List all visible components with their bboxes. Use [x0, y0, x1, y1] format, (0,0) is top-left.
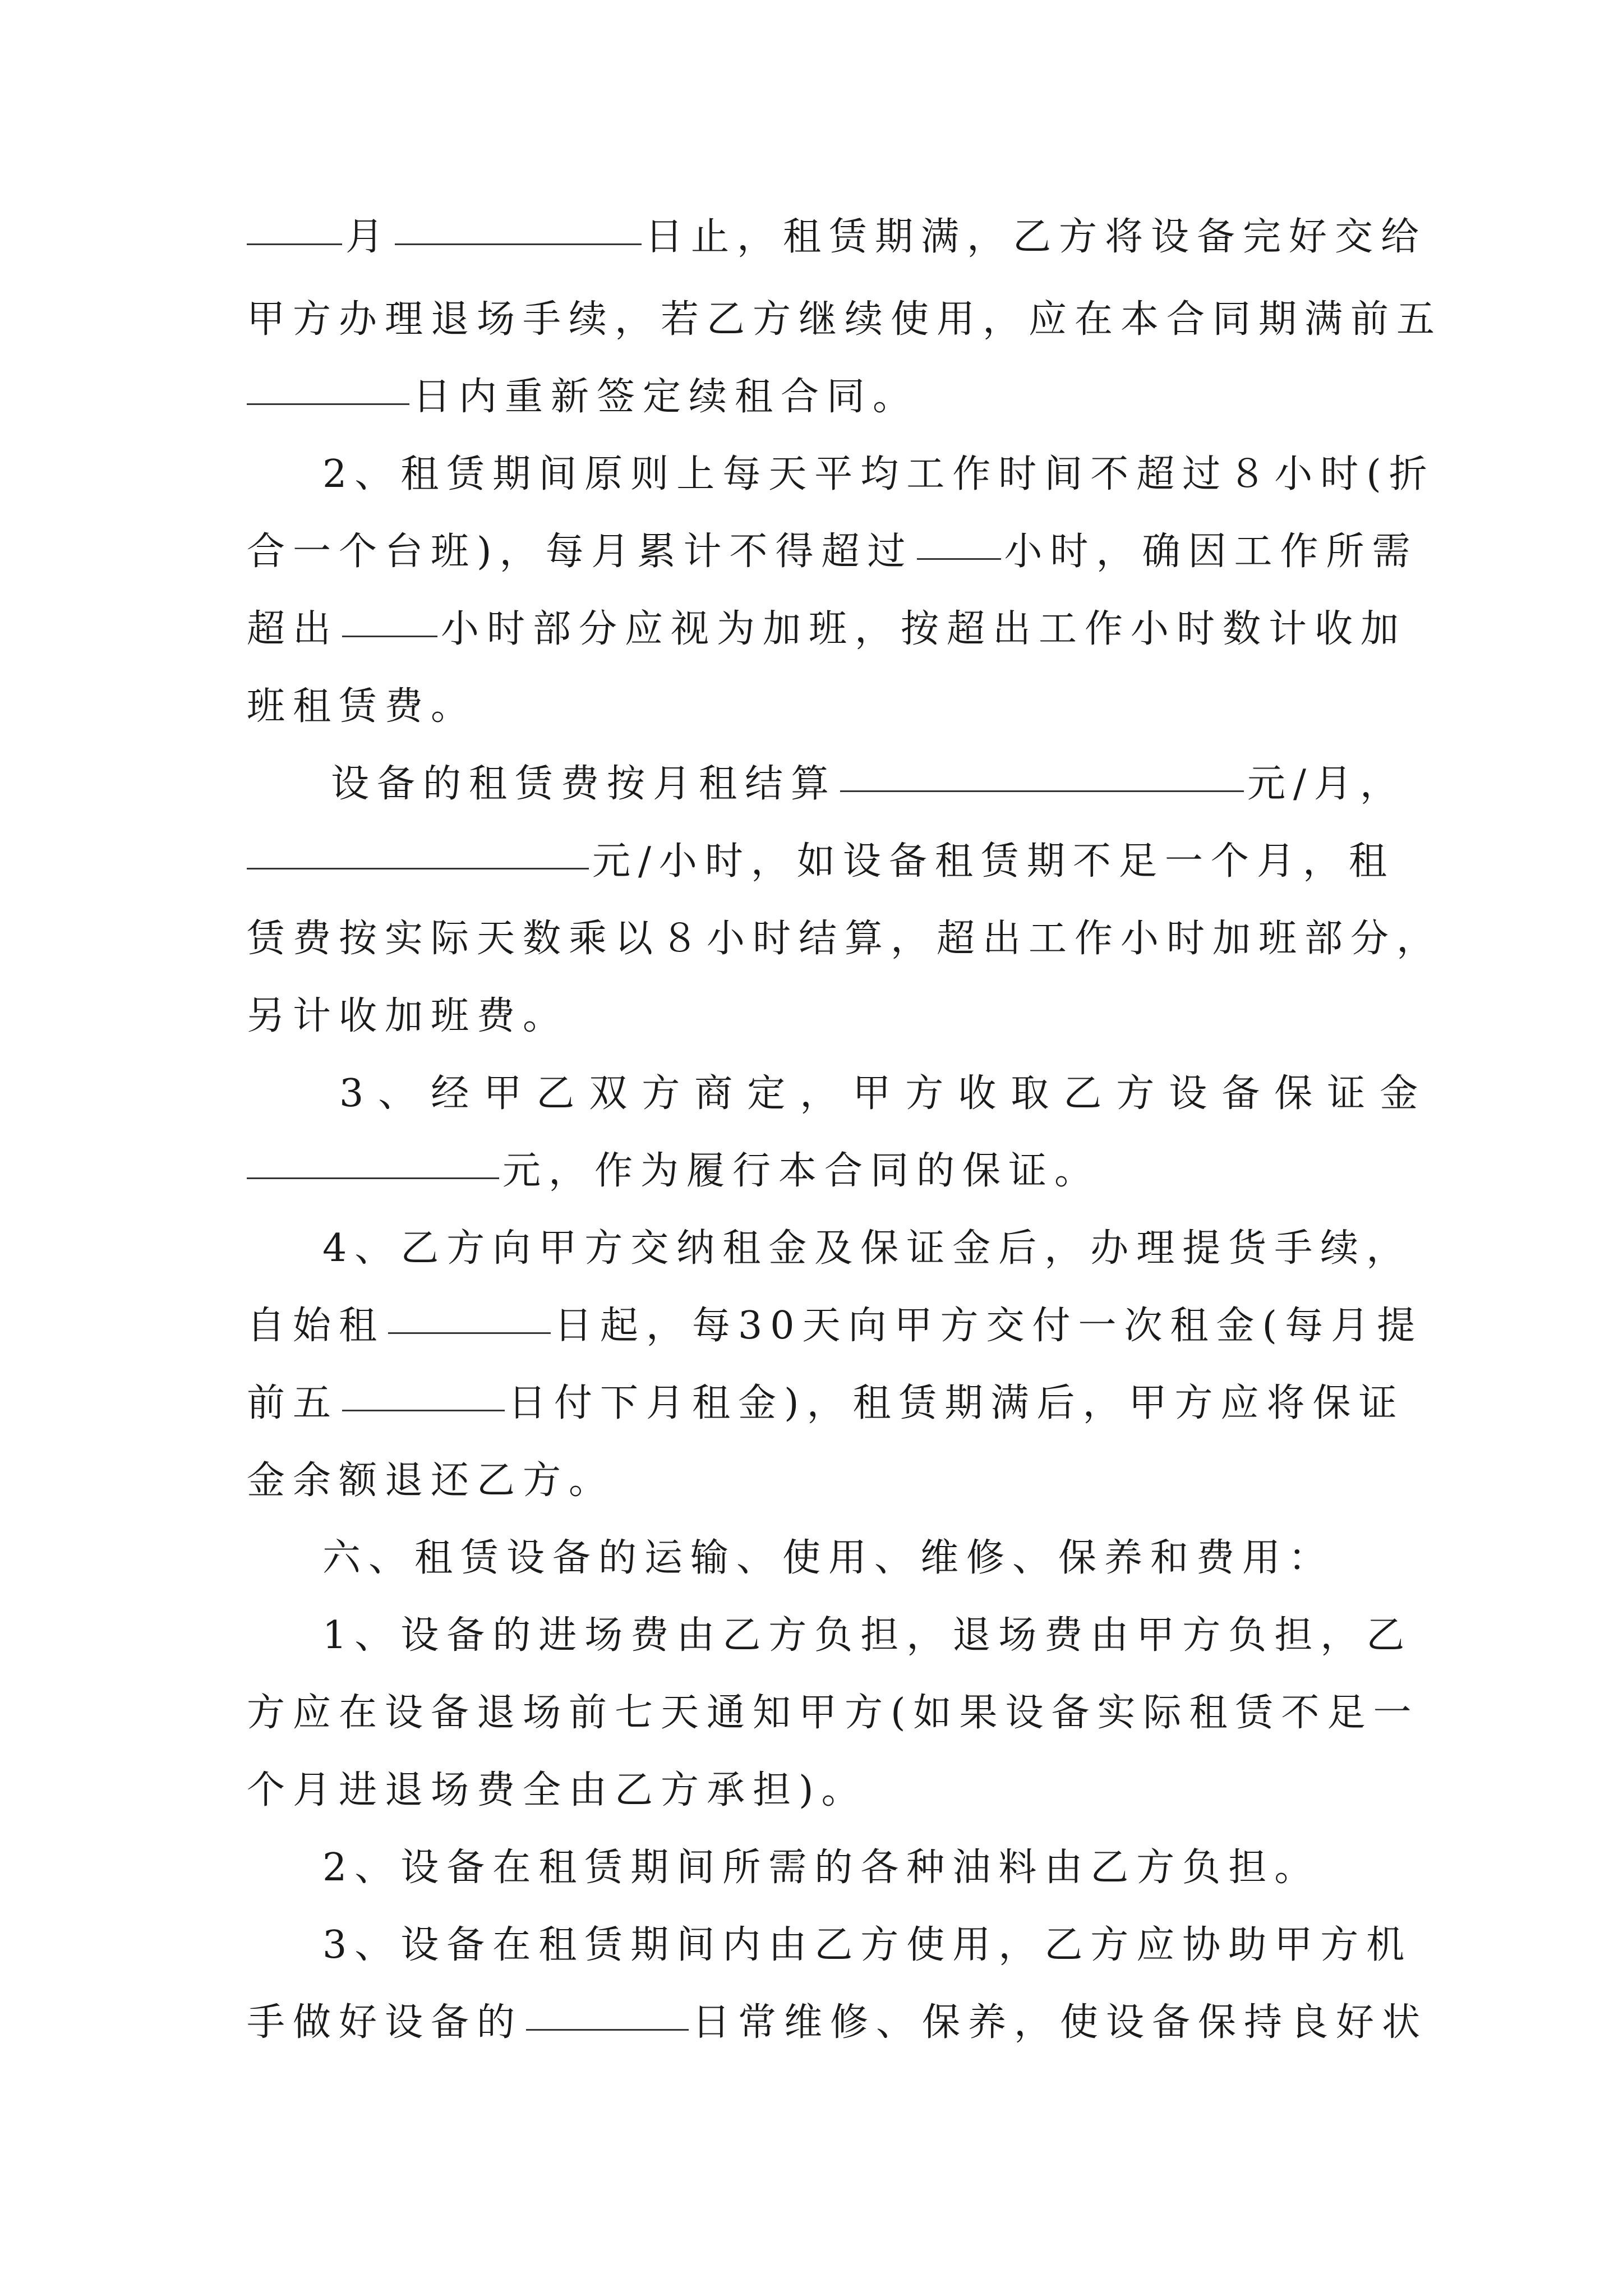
fill-blank[interactable]: [247, 360, 409, 405]
text-line: 个月进退场费全由乙方承担)。: [247, 1768, 868, 1812]
fill-blank[interactable]: [388, 1289, 551, 1334]
text-line: 元，作为履行本合同的保证。: [247, 1133, 1385, 1210]
fill-blank[interactable]: [917, 514, 1001, 560]
fill-blank[interactable]: [342, 592, 437, 637]
text-line: 班租赁费。: [247, 684, 477, 729]
text-line: 另计收加班费。: [247, 994, 569, 1038]
fill-blank[interactable]: [840, 747, 1244, 792]
fill-blank[interactable]: [247, 824, 589, 869]
fill-blank[interactable]: [526, 1985, 689, 2031]
text-line: 元/小时，如设备租赁期不足一个月，租: [247, 823, 1385, 900]
text-line: 前五 日付下月租金)，租赁期满后，甲方应将保证: [247, 1365, 1385, 1442]
fill-blank[interactable]: [395, 200, 642, 245]
text-line: 3、经甲乙双方商定，甲方收取乙方设备保证金: [339, 1071, 1433, 1116]
text-line: 手做好设备的 日常维修、保养，使设备保持良好状: [247, 1984, 1385, 2062]
section-heading: 六、租赁设备的运输、使用、维修、保养和费用：: [322, 1536, 1335, 1580]
text-line: 3、设备在租赁期间内由乙方使用，乙方应协助甲方机: [322, 1923, 1413, 1967]
text-line: 赁费按实际天数乘以８小时结算，超出工作小时加班部分，: [247, 917, 1443, 961]
fill-blank[interactable]: [247, 1134, 499, 1179]
text-line: 月 日止，租赁期满，乙方将设备完好交给: [247, 199, 1385, 275]
text-line: 方应在设备退场前七天通知甲方(如果设备实际租赁不足一: [247, 1691, 1419, 1735]
text-line: 设备的租赁费按月租结算 元/月，: [247, 746, 1385, 823]
text-line: 1、设备的进场费由乙方负担，退场费由甲方负担，乙: [322, 1613, 1413, 1658]
text-line: 合一个台班)，每月累计不得超过 小时，确因工作所需: [247, 513, 1385, 591]
fill-blank[interactable]: [247, 200, 342, 245]
text-line: 金余额退还乙方。: [247, 1458, 615, 1503]
text-line: 甲方办理退场手续，若乙方继续使用，应在本合同期满前五: [247, 297, 1443, 342]
text-line: 2、设备在租赁期间所需的各种油料由乙方负担。: [322, 1846, 1321, 1890]
text-line: 自始租 日起，每30天向甲方交付一次租金(每月提: [247, 1287, 1385, 1365]
text-line: 超出 小时部分应视为加班，按超出工作小时数计收加: [247, 591, 1385, 668]
fill-blank[interactable]: [342, 1366, 505, 1411]
text-line: 日内重新签定续租合同。: [247, 358, 1385, 436]
text-line: 2、租赁期间原则上每天平均工作时间不超过８小时(折: [322, 452, 1435, 496]
document-page: [247, 205, 1443, 2062]
text-line: 4、乙方向甲方交纳租金及保证金后，办理提货手续，: [322, 1226, 1413, 1271]
